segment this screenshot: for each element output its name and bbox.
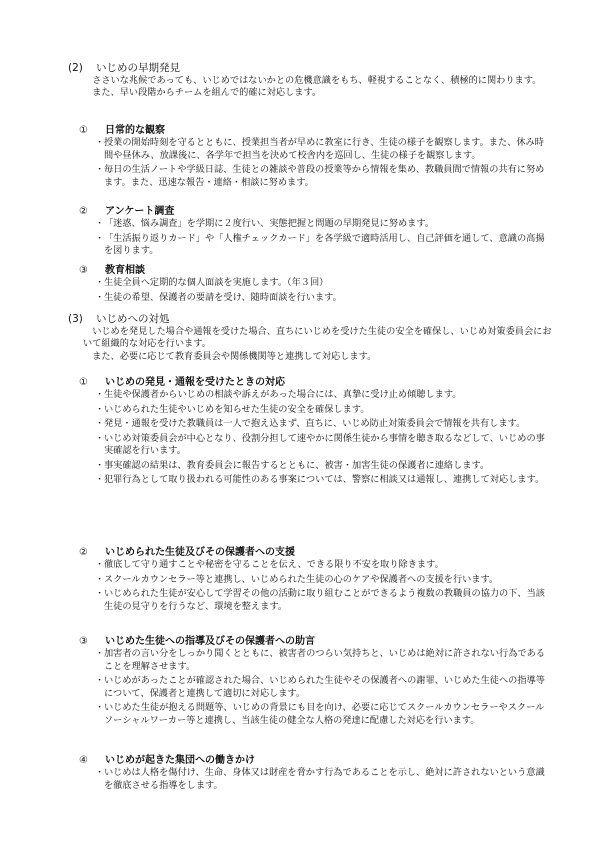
intro-paragraph: ささいな兆候であっても、いじめではないかとの危機意識をもち、軽視することなく、積極的に関わります。 — [92, 75, 542, 86]
subsection-heading — [79, 546, 295, 559]
section-heading — [68, 62, 180, 75]
list-item: ・ 加害者の言い分をしっかり聞くとともに、被害者のつらい気持ちと、いじめは絶対に許されない行為であることを理解させます。 — [95, 648, 545, 673]
subsection-number: ② — [79, 547, 88, 558]
subsection-title: 教育相談 — [105, 265, 145, 276]
bullet-list — [95, 559, 545, 615]
subsection-title: いじめた生徒への指導及びその保護者への助言 — [105, 636, 315, 647]
subsection-heading — [79, 264, 145, 277]
list-item: ・ スクールカウンセラー等と連携し、いじめられた生徒の心のケアや保護者への支援を行います。 — [95, 574, 545, 587]
list-item: ・ いじめた生徒が抱える問題等、いじめの背景にも目を向け、必要に応じてスクールカウンセラーやスクールソーシャルワーカー等と連携し、当該生徒の健全な人格の発達に配慮した対応を行います。 — [95, 702, 545, 727]
subsection-title: 日常的な観察 — [105, 125, 165, 136]
section-number: (3) — [68, 313, 83, 325]
bullet-list — [95, 767, 545, 794]
list-item: ・ いじめがあったことが確認された場合、いじめられた生徒やその保護者への謝罪、いじめた生徒への指導等について、保護者と連携して適切に対応します。 — [95, 675, 545, 700]
list-item: ・ 授業の開始時刻を守るとともに、授業担当者が早めに教室に行き、生徒の様子を観察します。また、休み時間や昼休み、放課後に、各学年で担当を決めて校舎内を巡回し、生徒の様子を観察します。 — [95, 137, 545, 162]
subsection-number: ① — [79, 125, 88, 136]
subsection-number: ② — [79, 206, 88, 217]
bullet-list — [95, 137, 545, 191]
list-item: ・ 事実確認の結果は、教育委員会に報告するとともに、被害・加害生徒の保護者に連絡します。 — [95, 460, 545, 473]
section-number: (2) — [68, 62, 83, 74]
subsection-heading — [79, 205, 174, 218]
subsection-number: ③ — [79, 636, 88, 647]
list-item: ・ 生徒の希望、保護者の要請を受け、随時面談を行います。 — [95, 292, 545, 305]
section-intro — [83, 326, 553, 363]
subsection-number: ④ — [79, 755, 88, 766]
subsection-number: ① — [79, 377, 88, 388]
bullet-list — [95, 389, 545, 489]
list-item: ・ いじめは人格を傷付け、生命、身体又は財産を脅かす行為であることを示し、絶対に許されないという意識を徹底させる指導をします。 — [95, 767, 545, 792]
intro-paragraph: いじめを発見した場合や通報を受けた場合、直ちにいじめを受けた生徒の安全を確保し、いじめ対策委員会において組織的な対応を行います。 — [83, 326, 552, 350]
bullet-list — [95, 648, 545, 729]
subsection-title: いじめられた生徒及びその保護者への支援 — [105, 547, 295, 558]
intro-paragraph: また、早い段階からチームを組んで的確に対応します。 — [92, 87, 322, 99]
section-title: いじめの早期発見 — [96, 62, 180, 74]
bullet-list — [95, 277, 545, 306]
list-item: ・ 徹底して守り通すことや秘密を守ることを伝え、できる限り不安を取り除きます。 — [95, 559, 545, 572]
list-item: ・ 犯罪行為として取り扱われる可能性のある事案については、警察に相談又は通報し、連携して対応します。 — [95, 474, 545, 487]
subsection-heading — [79, 376, 285, 389]
list-item: ・ 発見・通報を受けた教職員は一人で抱え込まず、直ちに、いじめ防止対策委員会で情報を共有します。 — [95, 418, 545, 431]
list-item: ・ 毎日の生活ノートや学級日誌、生徒との雑談や普段の授業等から情報を集め、教職員間で情報の共有に努めます。また、迅速な報告・連絡・相談に努めます。 — [95, 164, 545, 189]
subsection-title: いじめの発見・通報を受けたときの対応 — [105, 377, 285, 388]
bullet-list — [95, 218, 545, 260]
list-item: ・ 生徒全員へ定期的な個人面談を実施します。（年３回） — [95, 277, 545, 290]
list-item: ・ いじめ対策委員会が中心となり、役割分担して速やかに関係生徒から事情を聴き取るなどして、いじめの事実確認を行います。 — [95, 433, 545, 458]
subsection-heading — [79, 124, 165, 137]
subsection-heading — [79, 635, 315, 648]
section-intro — [83, 75, 553, 100]
subsection-title: アンケート調査 — [105, 206, 175, 217]
subsection-number: ③ — [79, 265, 88, 276]
section-heading — [68, 313, 170, 326]
list-item: ・ 「生活振り返りカード」や「人権チェックカード」を各学級で適時活用し、自己評価を通して、意識の高揚を図ります。 — [95, 233, 545, 258]
list-item: ・ 生徒や保護者からいじめの相談や訴えがあった場合には、真摯に受け止め傾聴します。 — [95, 389, 545, 402]
section-title: いじめへの対処 — [96, 313, 170, 325]
intro-paragraph: また、必要に応じて教育委員会や関係機関等と連携して対応します。 — [92, 350, 377, 362]
list-item: ・ いじめられた生徒が安心して学習その他の活動に取り組むことができるよう複数の教職員の協力の下、当該生徒の見守りを行うなど、環境を整えます。 — [95, 588, 545, 613]
subsection-title: いじめが起きた集団への働きかけ — [105, 755, 255, 766]
subsection-heading — [79, 754, 255, 767]
list-item: ・ いじめられた生徒やいじめを知らせた生徒の安全を確保します。 — [95, 404, 545, 417]
list-item: ・ 「迷惑、悩み調査」を学期に２度行い、実態把握と問題の早期発見に努めます。 — [95, 218, 545, 231]
